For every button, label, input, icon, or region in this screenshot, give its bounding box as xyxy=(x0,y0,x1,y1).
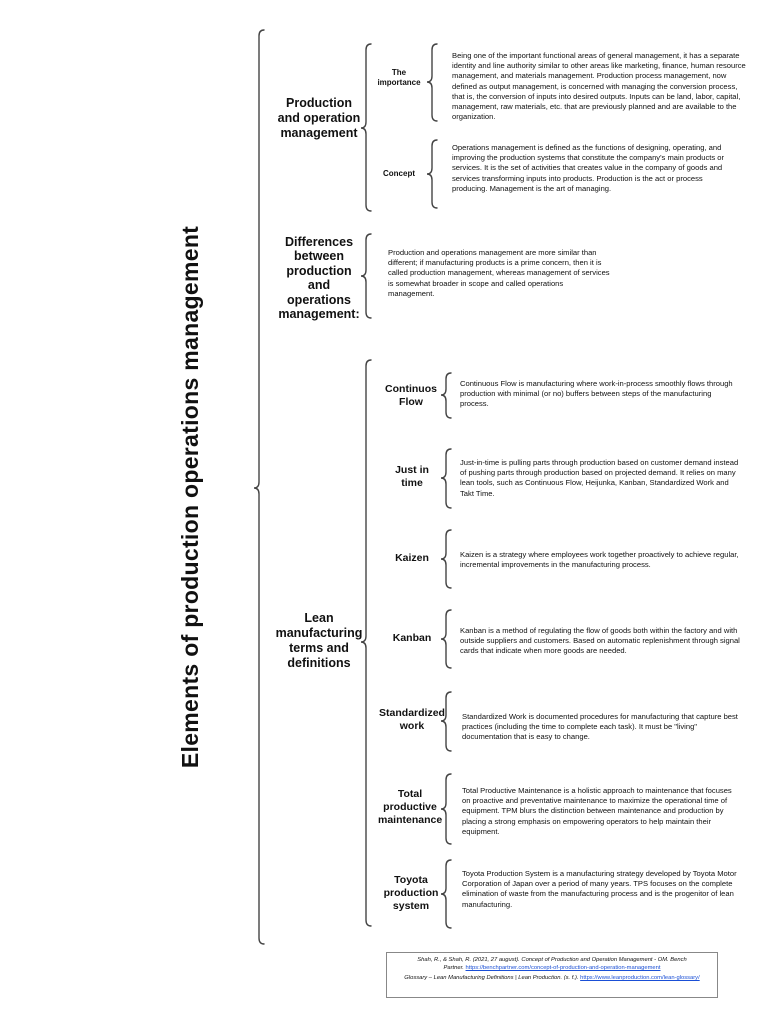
tps-brace xyxy=(441,860,451,928)
sub-label-just-in-time: Just in time xyxy=(395,464,429,489)
section-label-lean: Lean manufacturing terms and definitions xyxy=(275,611,363,670)
references-box xyxy=(386,952,718,998)
reference-2-link[interactable]: https://www.leanproduction.com/lean-glossary/ xyxy=(580,975,700,981)
importance-text: Being one of the important functional areas of general management, it has a separate identity and line authority similar to other areas like marketing, finance, human resource management, and materials management. Production process management, now defined as output management, is concerned with managing the conversion process, that is, the conversion of inputs into desired outputs. Inputs can be land, labor, capital, management, raw materials, etc. that are previously planned and are available to the organization. xyxy=(452,51,746,122)
sub-label-kaizen: Kaizen xyxy=(395,552,429,564)
reference-2 xyxy=(393,974,711,982)
reference-2-text: Glossary – Lean Manufacturing Definitions | Lean Production. (s. f.). xyxy=(404,975,579,981)
sub-label-importance: The importance xyxy=(377,68,421,87)
importance-brace xyxy=(427,44,437,121)
reference-1-text2: Partner. xyxy=(443,965,464,971)
kaizen-text: Kaizen is a strategy where employees work together proactively to achieve regular, incremental improvements in the manufacturing process. xyxy=(460,550,739,570)
reference-1-link[interactable]: https://benchpartner.com/concept-of-production-and-operation-management xyxy=(465,965,661,971)
sub-label-standardized-work: Standardized work xyxy=(379,707,445,732)
kanban-text: Kanban is a method of regulating the flow of goods both within the factory and with outside suppliers and customers. Based on automatic replenishment through signal cards that indicate when more goods are needed. xyxy=(460,626,740,656)
pom-brace xyxy=(361,44,371,211)
just-in-time-text: Just-in-time is pulling parts through production based on customer demand instead of pushing parts through production based on projected demand. It relies on many lean tools, such as Continuous Flow, Heijunka, Kanban, Standardized Work and Takt Time. xyxy=(460,458,739,498)
main-title: Elements of production operations management xyxy=(177,225,203,769)
differences-text: Production and operations management are more similar than different; if manufacturing products is a prime concern, then it is called production management, whereas management of services is somewhat broader in scope and called operations management. xyxy=(388,248,610,298)
standardized-work-text: Standardized Work is documented procedures for manufacturing that capture best practices (including the time to complete each task). It must be "living" documentation that is easy to change. xyxy=(462,712,738,742)
section-label-differences: Differences between production and operations management: xyxy=(278,235,360,322)
sub-label-continuous-flow: Continuos Flow xyxy=(385,383,437,408)
just-in-time-brace xyxy=(441,449,451,508)
sub-label-concept: Concept xyxy=(383,169,415,178)
sub-label-tps: Toyota production system xyxy=(383,874,439,912)
reference-1-text: Shah, R., & Shah, R. (2021, 27 august). Concept of Production and Operation Management - OM. Bench xyxy=(417,957,687,963)
concept-brace xyxy=(427,140,437,208)
sub-label-kanban: Kanban xyxy=(392,632,432,644)
concept-text: Operations management is defined as the functions of designing, operating, and improving the production systems that constitute the company's main products or services. It is the set of activities that creates value in the company of goods and services transforming inputs into products. Production is the act or process producing. Management is the art of managing. xyxy=(452,143,725,193)
tps-text: Toyota Production System is a manufacturing strategy developed by Toyota Motor Corporation of Japan over a period of many years. TPS focuses on the complete elimination of waste from the manufacturing process and is the progenitor of lean manufacturing. xyxy=(462,869,737,909)
diff-brace xyxy=(361,234,371,318)
sub-label-tpm: Total productive maintenance xyxy=(378,788,443,826)
tpm-brace xyxy=(441,774,451,844)
reference-1 xyxy=(393,956,711,972)
continuous-flow-text: Continuous Flow is manufacturing where work-in-process smoothly flows through production with minimal (or no) buffers between steps of the manufacturing process. xyxy=(460,379,733,409)
tpm-text: Total Productive Maintenance is a holistic approach to maintenance that focuses on proactive and preventative maintenance to maximize the operational time of equipment. TPM blurs the distinction between maintenance and production by placing a strong emphasis on empowering operators to help maintain their equipment. xyxy=(462,786,732,836)
main-brace xyxy=(254,30,264,944)
section-label-pom: Production and operation management xyxy=(277,96,361,140)
